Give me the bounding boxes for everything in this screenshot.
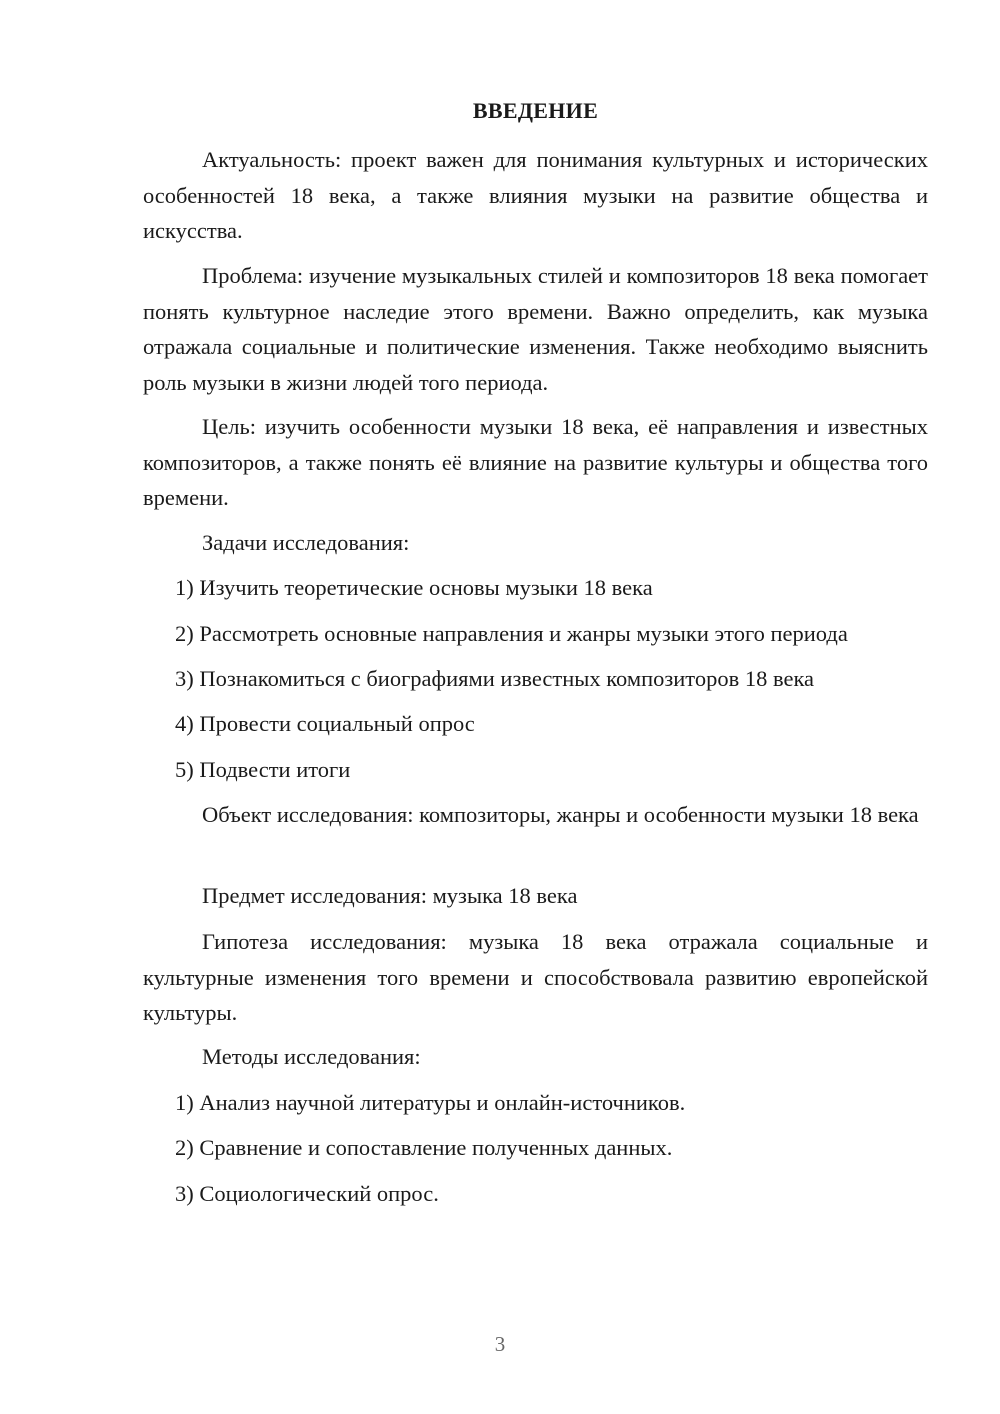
goal-paragraph: Цель: изучить особенности музыки 18 века, её направления и известных композиторов, а также понять её влияние на развитие культуры и общества того времени. <box>143 414 928 510</box>
tasks-heading: Задачи исследования: <box>202 530 410 555</box>
page-title: ВВЕДЕНИЕ <box>472 98 599 123</box>
task-item: 5) Подвести итоги <box>175 757 351 782</box>
task-item: 4) Провести социальный опрос <box>175 711 475 736</box>
task-item: 1) Изучить теоретические основы музыки 18 века <box>175 575 653 600</box>
method-item: 2) Сравнение и сопоставление полученных данных. <box>175 1135 673 1160</box>
relevance-paragraph: Актуальность: проект важен для понимания культурных и исторических особенностей 18 века, а также влияния музыки на развитие общества и искусства. <box>143 147 928 243</box>
hypothesis-paragraph: Гипотеза исследования: музыка 18 века отражала социальные и культурные изменения того времени и способствовала развитию европейской культуры. <box>143 929 928 1025</box>
methods-heading: Методы исследования: <box>202 1044 421 1069</box>
method-item: 3) Социологический опрос. <box>175 1181 439 1206</box>
task-item: 2) Рассмотреть основные направления и жанры музыки этого периода <box>175 621 848 646</box>
page-number: 3 <box>494 1332 506 1356</box>
object-paragraph: Объект исследования: композиторы, жанры и особенности музыки 18 века <box>202 802 919 827</box>
subject-paragraph: Предмет исследования: музыка 18 века <box>202 883 578 908</box>
task-item: 3) Познакомиться с биографиями известных композиторов 18 века <box>175 666 815 691</box>
method-item: 1) Анализ научной литературы и онлайн-источников. <box>175 1090 686 1115</box>
problem-paragraph: Проблема: изучение музыкальных стилей и композиторов 18 века помогает понять культурное наследие этого времени. Важно определить, как музыка отражала социальные и политические изменения. Также необходимо выяснить роль музыки в жизни людей того периода. <box>143 263 928 395</box>
